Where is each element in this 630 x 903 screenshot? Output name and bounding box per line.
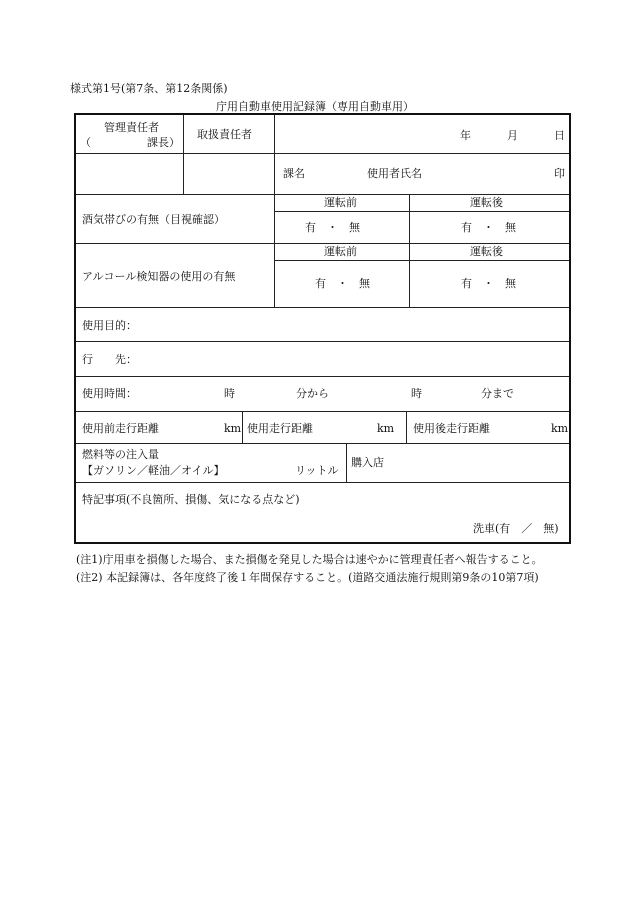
distance-used-label: 使用走行距離 [247,422,313,435]
handler-label: 取扱責任者 [197,128,252,141]
purpose-label: 使用目的： [82,319,137,332]
record-table [74,113,571,544]
row-divider [76,443,569,444]
alcohol-visual-before: 有 ・ 無 [305,221,360,234]
note-2: (注2) 本記録簿は、各年度終了後１年間保存すること。(道路交通法施行規則第9条の10第7項) [76,571,539,584]
store-label: 購入店 [351,456,384,469]
note-1: (注1)庁用車を損傷した場合、また損傷を発見した場合は速やかに管理責任者へ報告すること。 [76,553,543,566]
minute-from-label: 分から [296,387,329,400]
row-divider [274,211,569,212]
fuel-types-label: 【ガソリン／軽油／オイル】 [82,464,225,477]
alcohol-detector-after: 有 ・ 無 [461,277,516,290]
col-divider [242,411,243,443]
row-divider [76,376,569,377]
fuel-amount-label: 燃料等の注入量 [82,448,159,461]
row-divider [76,153,569,154]
col-divider [346,443,347,482]
km-unit: km [377,422,395,435]
usage-time-label: 使用時間： [82,387,137,400]
km-unit: km [551,422,569,435]
form-title: 庁用自動車使用記録簿（専用自動車用） [216,100,414,113]
after-driving-header: 運転後 [470,196,503,209]
section-name-label: 課名 [283,167,305,180]
col-divider [274,194,275,307]
date-year: 年 [460,129,471,142]
col-divider [409,194,410,307]
form-number: 様式第1号(第7条、第12条関係) [70,82,228,95]
alcohol-detector-label: アルコール検知器の使用の有無 [82,270,236,283]
before-driving-header: 運転前 [324,245,357,258]
row-divider [76,411,569,412]
km-unit: km [224,422,242,435]
col-divider [406,411,407,443]
car-wash-label: 洗車(有 ／ 無) [473,522,559,535]
liter-unit: リットル [295,464,339,477]
after-driving-header: 運転後 [470,245,503,258]
col-divider [274,115,275,194]
manager-label: 管理責任者 [104,121,159,134]
row-divider [76,482,569,483]
odometer-after-label: 使用後走行距離 [413,422,490,435]
alcohol-visual-label: 酒気帯びの有無（目視確認） [82,213,225,226]
hour-to-label: 時 [411,387,422,400]
before-driving-header: 運転前 [324,196,357,209]
hour-from-label: 時 [224,387,235,400]
alcohol-detector-before: 有 ・ 無 [315,277,370,290]
col-divider [183,115,184,194]
odometer-before-label: 使用前走行距離 [82,422,159,435]
alcohol-visual-after: 有 ・ 無 [461,221,516,234]
row-divider [76,243,569,244]
remarks-label: 特記事項(不良箇所、損傷、気になる点など) [82,493,300,506]
seal-label: 印 [554,167,565,180]
row-divider [76,341,569,342]
row-divider [76,307,569,308]
manager-title: 課長） [147,136,180,149]
user-name-label: 使用者氏名 [367,167,422,180]
minute-to-label: 分まで [481,387,514,400]
row-divider [274,260,569,261]
row-divider [76,194,569,195]
date-month: 月 [507,129,518,142]
destination-label: 行 先： [82,353,137,366]
manager-open-paren: （ [80,136,91,149]
date-day: 日 [554,129,565,142]
